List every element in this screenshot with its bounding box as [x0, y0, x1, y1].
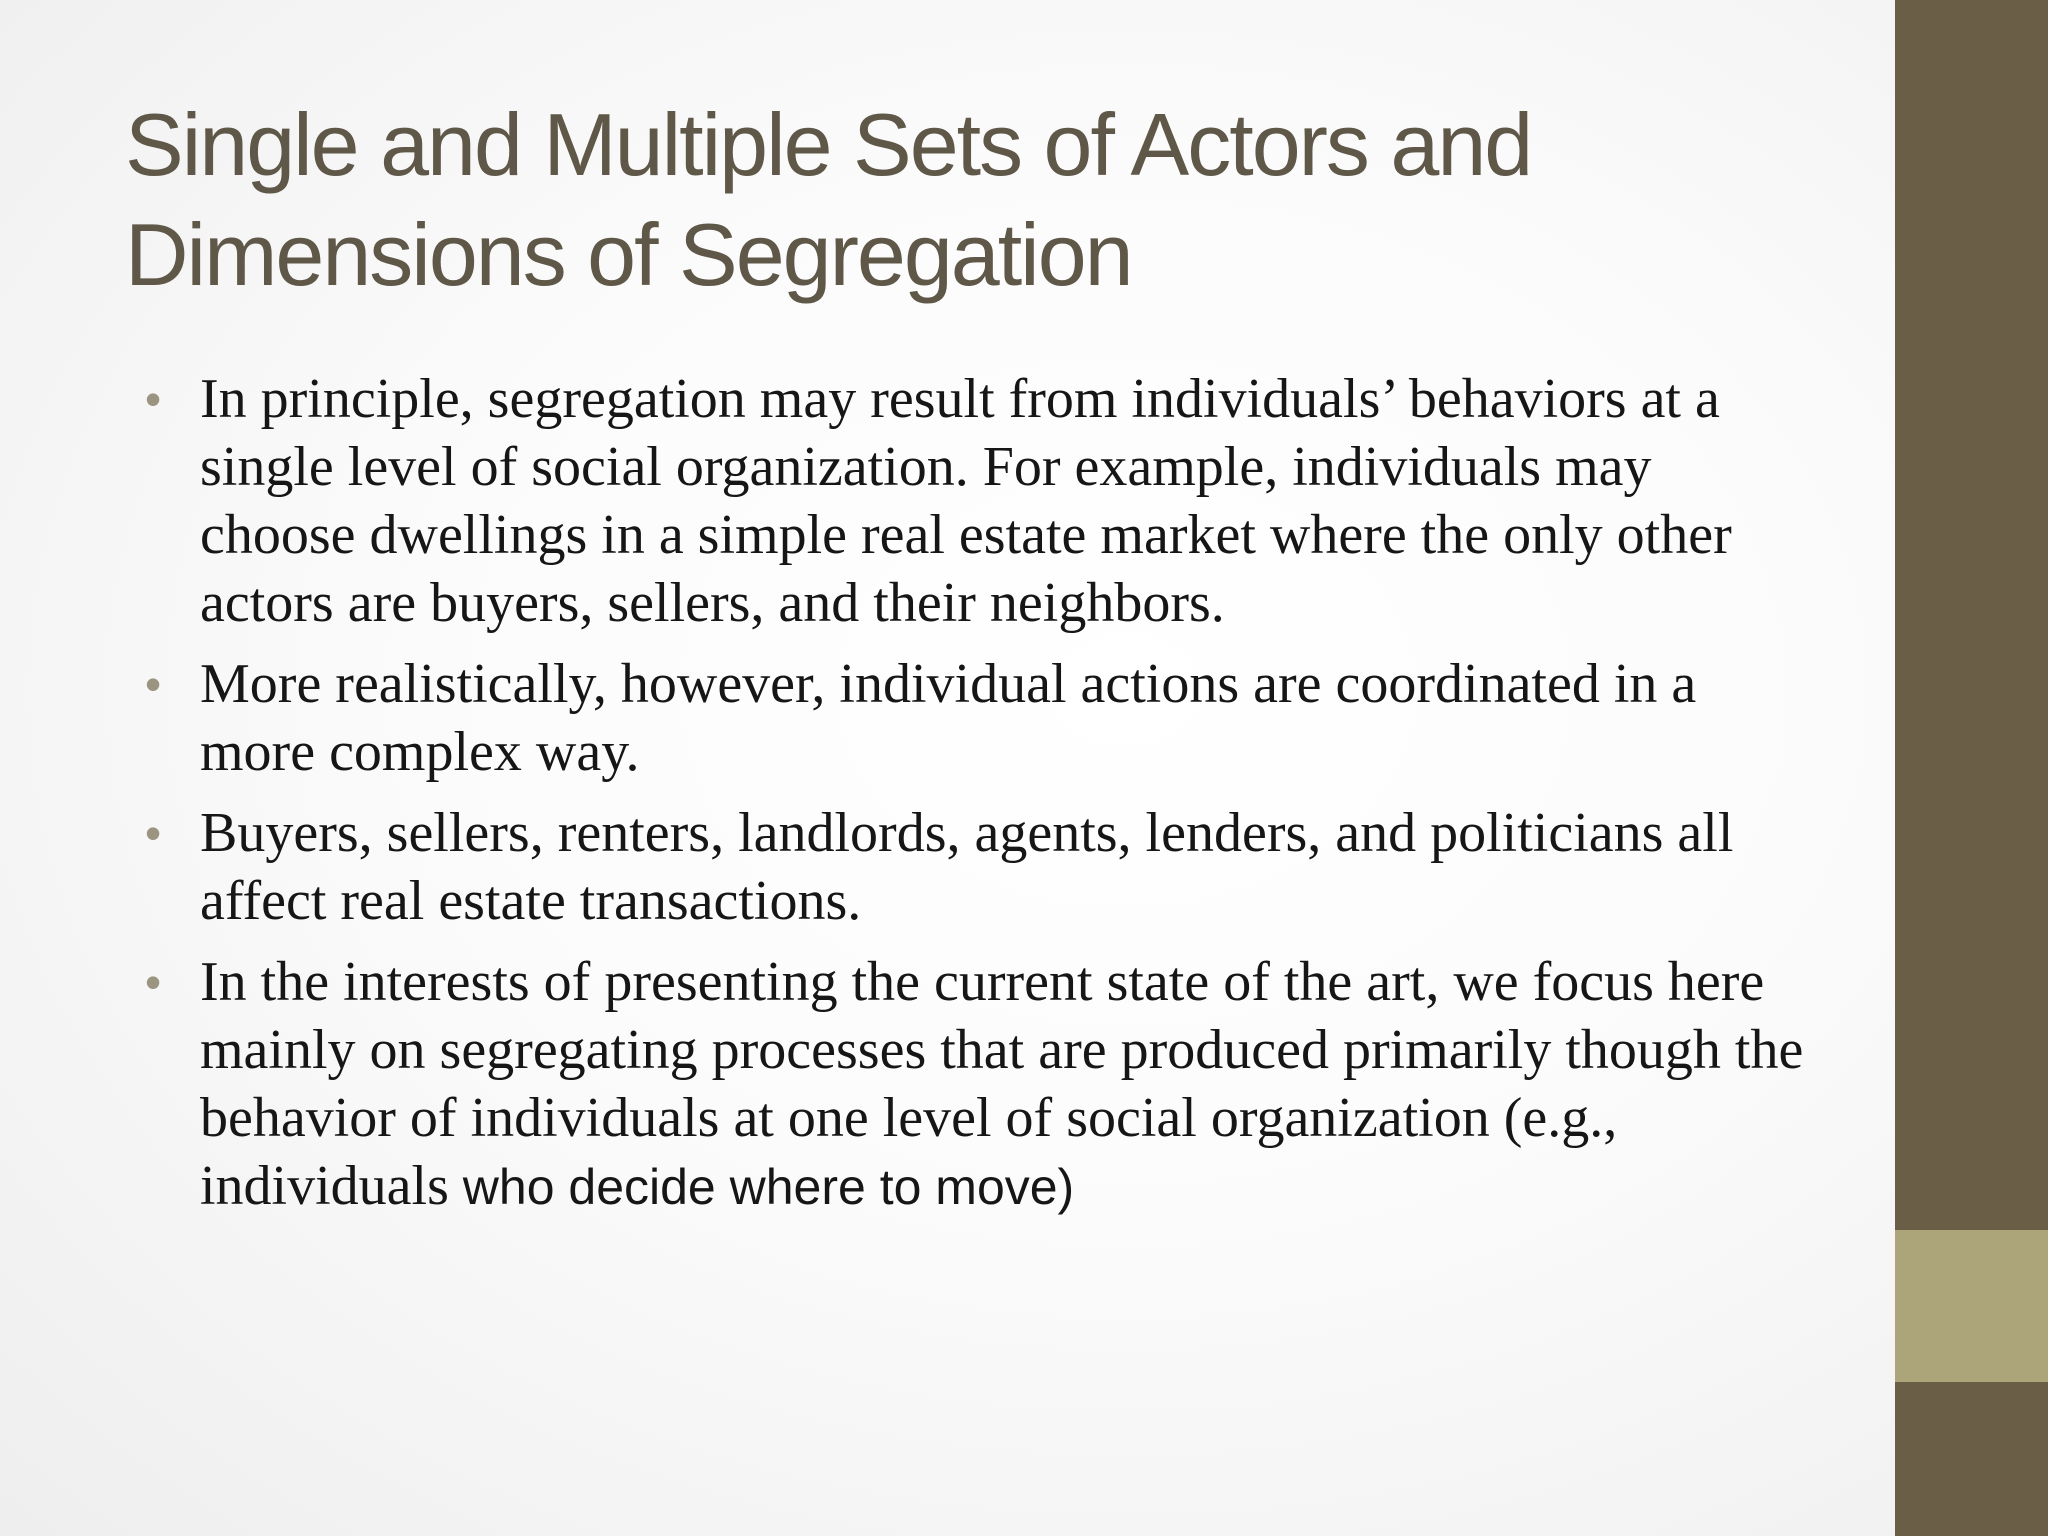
title-line-2: Dimensions of Segregation: [125, 205, 1132, 304]
bullet-text: More realistically, however, individual actions are coordinated in a more complex way.: [200, 653, 1697, 783]
bullet-item: [145, 799, 1805, 935]
decorative-side-accent: [1895, 1230, 2048, 1382]
bullet-item: [145, 365, 1805, 637]
bullet-text: Buyers, sellers, renters, landlords, agents, lenders, and politicians all affect real estate transactions.: [200, 802, 1734, 932]
bullet-icon: •: [145, 658, 162, 710]
bullet-item: [145, 650, 1805, 786]
slide-title: [125, 90, 1825, 310]
bullet-list: [145, 365, 1805, 1234]
bullet-text-tail: who decide where to move): [448, 1159, 1075, 1215]
bullet-icon: •: [145, 956, 162, 1008]
bullet-icon: •: [145, 807, 162, 859]
bullet-item: [145, 948, 1805, 1221]
bullet-text: In the interests of presenting the current state of the art, we focus here mainly on segregating processes that are produced primarily though the behavior of individuals at one level of social organization (e.g., individuals: [200, 951, 1804, 1217]
title-line-1: Single and Multiple Sets of Actors and: [125, 95, 1532, 194]
bullet-icon: •: [145, 373, 162, 425]
bullet-text: In principle, segregation may result from individuals’ behaviors at a single level of social organization. For example, individuals may choose dwellings in a simple real estate market where the only other actors are buyers, sellers, and their neighbors.: [200, 368, 1732, 634]
